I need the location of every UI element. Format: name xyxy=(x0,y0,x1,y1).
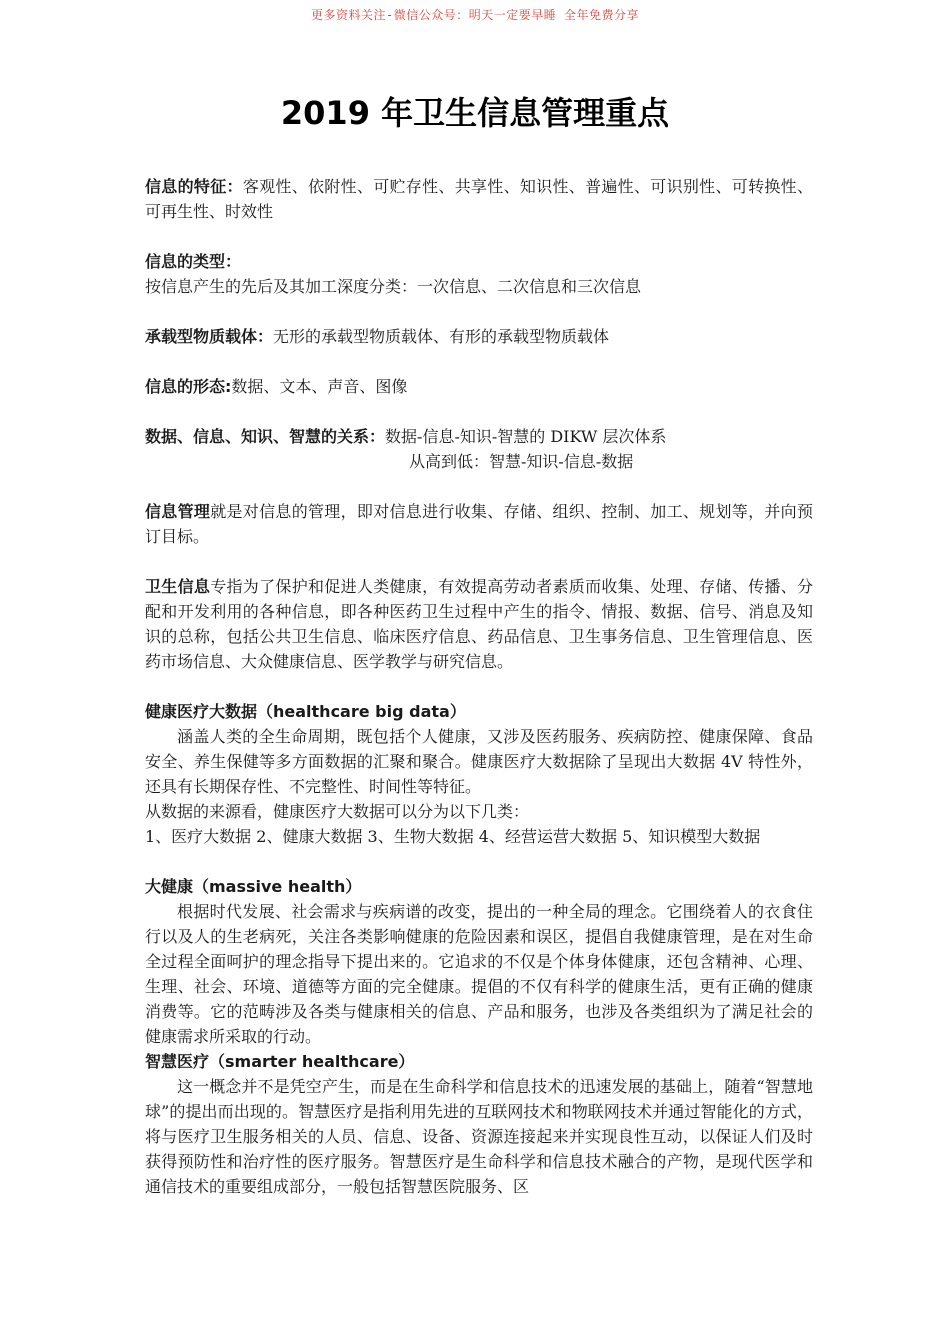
big-data-heading: 健康医疗大数据（healthcare big data） xyxy=(145,702,466,721)
info-types-label: 信息的类型 xyxy=(145,252,226,271)
header-banner: 更多资料关注-微信公众号：明天一定要早睡 全年免费分享 xyxy=(311,8,639,22)
massive-health-heading: 大健康（massive health） xyxy=(145,877,362,896)
page-title: 2019 年卫生信息管理重点 xyxy=(280,94,670,132)
info-features-label: 信息的特征 xyxy=(145,177,227,196)
info-features-paragraph xyxy=(145,174,813,224)
massive-health-paragraph: 根据时代发展、社会需求与疾病谱的改变，提出的一种全局的理念。它围绕着人的衣食住行以及人的生老病死，关注各类影响健康的危险因素和误区，提倡自我健康管理，是在对生命全过程全面呵护的理念指导下提出来的。它追求的不仅是个体身体健康，还包含精神、心理、生理、社会、环境、道德等方面的完全健康。提倡的不仅有科学的健康生活，更有正确的健康消费等。它的范畴涉及各类与健康相关的信息、产品和服务，也涉及各类组织为了满足社会的健康需求所采取的行动。 xyxy=(145,902,813,1046)
info-forms-text: 数据、文本、声音、图像 xyxy=(231,377,408,396)
info-forms-paragraph xyxy=(145,374,813,399)
smarter-healthcare-paragraph: 这一概念并不是凭空产生，而是在生命科学和信息技术的迅速发展的基础上，随着“智慧地球”的提出而出现的。智慧医疗是指利用先进的互联网技术和物联网技术并通过智能化的方式，将与医疗卫生服务相关的人员、信息、设备、资源连接起来并实现良性互动，以保证人们及时获得预防性和治疗性的医疗服务。智慧医疗是生命科学和信息技术融合的产物，是现代医学和通信技术的重要组成部分，一般包括智慧医院服务、区 xyxy=(145,1077,813,1196)
info-management-paragraph xyxy=(145,499,813,549)
dikw-paragraph xyxy=(145,424,813,449)
info-types-heading xyxy=(145,249,813,274)
info-forms-label: 信息的形态 xyxy=(145,377,226,396)
dikw-line2: 从高到低：智慧-知识-信息-数据 xyxy=(409,452,634,471)
big-data-sources-list: 1、医疗大数据 2、健康大数据 3、生物大数据 4、经营运营大数据 5、知识模型大数据 xyxy=(145,827,761,846)
info-forms-colon: : xyxy=(225,377,232,396)
health-info-text: 专指为了保护和促进人类健康，有效提高劳动者素质而收集、处理、存储、传播、分配和开发利用的各种信息，即各种医药卫生过程中产生的指令、情报、数据、信号、消息及知识的总称，包括公共卫生信息、临床医疗信息、药品信息、卫生事务信息、卫生管理信息、医药市场信息、大众健康信息、医学教学与研究信息。 xyxy=(145,577,813,671)
dikw-line1: 数据-信息-知识-智慧的 DIKW 层次体系 xyxy=(385,427,667,446)
carrier-label: 承载型物质载体 xyxy=(145,327,258,346)
big-data-paragraph: 涵盖人类的全生命周期，既包括个人健康，又涉及医药服务、疾病防控、健康保障、食品安全、养生保健等多方面数据的汇聚和聚合。健康医疗大数据除了呈现出大数据 4V 特性外，还具有长期保存性、不完整性、时间性等特征。 xyxy=(145,727,813,796)
dikw-colon: ： xyxy=(369,427,386,446)
health-info-label: 卫生信息 xyxy=(145,577,211,596)
big-data-sources-intro: 从数据的来源看，健康医疗大数据可以分为以下几类： xyxy=(145,802,530,821)
document-body xyxy=(145,174,813,1199)
carrier-colon: ： xyxy=(257,327,274,346)
info-features-text: 客观性、依附性、可贮存性、共享性、知识性、普遍性、可识别性、可转换性、可再生性、时效性 xyxy=(145,177,813,221)
info-types-text: 按信息产生的先后及其加工深度分类：一次信息、二次信息和三次信息 xyxy=(145,277,642,296)
smarter-healthcare-heading: 智慧医疗（smarter healthcare） xyxy=(145,1052,415,1071)
health-info-paragraph xyxy=(145,574,813,674)
dikw-label: 数据、信息、知识、智慧的关系 xyxy=(145,427,370,446)
info-types-colon: ： xyxy=(225,252,242,271)
info-features-colon: ： xyxy=(226,177,243,196)
info-management-text: 就是对信息的管理，即对信息进行收集、存储、组织、控制、加工、规划等，并向预订目标。 xyxy=(145,502,813,546)
carrier-text: 无形的承载型物质载体、有形的承载型物质载体 xyxy=(273,327,610,346)
carrier-paragraph xyxy=(145,324,813,349)
info-management-label: 信息管理 xyxy=(145,502,211,521)
